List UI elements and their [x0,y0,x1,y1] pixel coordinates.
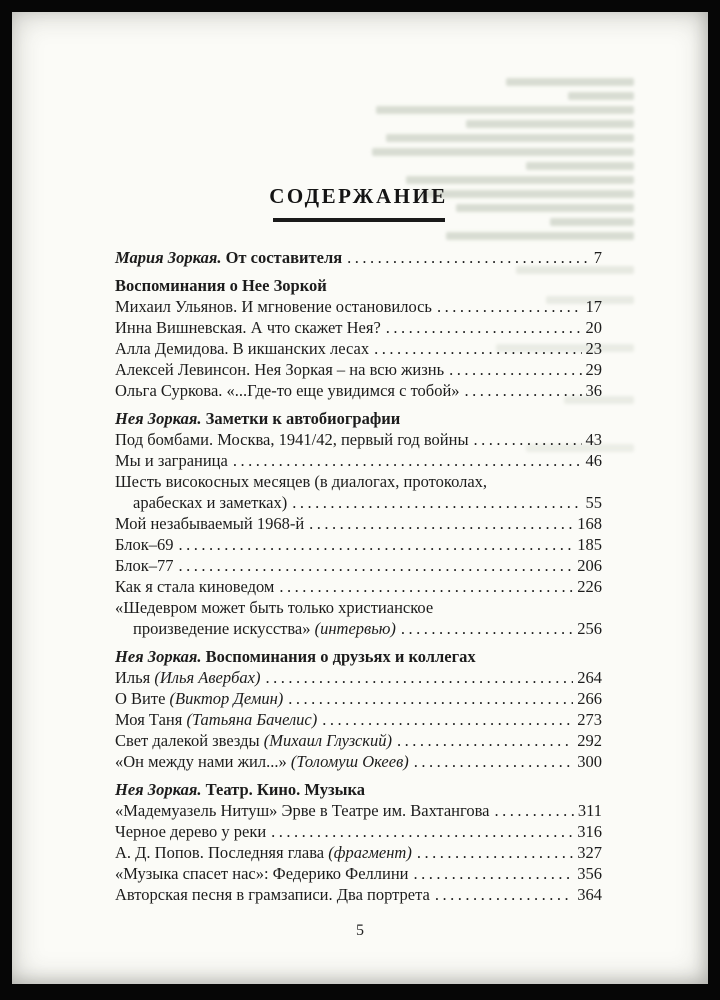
toc-entry-text: Ольга Суркова. «...Где-то еще увидимся с тобой» [115,381,460,400]
toc-entry-text: Алла Демидова. В икшанских лесах [115,339,370,358]
toc-entry [115,842,602,863]
toc-entry-text: Моя Таня (Татьяна Бачелис) [115,710,318,729]
toc-entry [115,296,602,317]
book-page [12,12,708,984]
toc-page-number: 168 [577,514,602,533]
dot-leader [347,247,590,268]
toc-page-number: 46 [585,451,602,470]
toc-entry-text: «Мадемуазель Нитуш» Эрве в Театре им. Вахтангова [115,801,490,820]
toc-page-number: 206 [577,556,602,575]
toc-entry-text: Авторская песня в грамзаписи. Два портрета [115,885,430,904]
toc-page-number: 256 [577,619,602,638]
dot-leader [288,688,573,709]
toc-entry [115,709,602,730]
dot-leader [309,513,573,534]
toc-page-number: 364 [577,885,602,904]
page-content [12,12,708,984]
toc-entry [115,800,602,821]
toc-entry-text: Блок–69 [115,535,174,554]
toc-page-number: 43 [585,430,602,449]
toc-section-heading [115,408,602,429]
toc-entry [115,821,602,842]
toc-entry-text: Под бомбами. Москва, 1941/42, первый год войны [115,430,469,449]
toc-entry-text: А. Д. Попов. Последняя глава (фрагмент) [115,843,412,862]
toc-page-number: 226 [577,577,602,596]
page-number: 5 [356,922,364,939]
toc-page-number: 327 [577,843,602,862]
toc-entry [115,492,602,513]
toc-page-number: 273 [577,710,602,729]
toc-entry-text: Шесть високосных месяцев (в диалогах, протоколах, [115,472,488,491]
dot-leader [292,492,581,513]
toc-entry-text: «Музыка спасет нас»: Федерико Феллини [115,864,409,883]
toc-entry [115,597,602,618]
dot-leader [401,618,573,639]
toc-entry [115,380,602,401]
toc-entry-text: Илья (Илья Авербах) [115,668,261,687]
toc-entry-text: «Шедевром может быть только христианское [115,598,434,617]
toc-entry [115,247,602,268]
dot-leader [179,534,574,555]
toc-page-number: 316 [577,822,602,841]
toc-entry-text: Михаил Ульянов. И мгновение остановилось [115,297,432,316]
toc-entry-text: произведение искусства» (интервью) [133,619,396,638]
toc-entry [115,471,602,492]
toc-page-number: 29 [585,360,602,379]
toc-entry-text: Нея Зоркая. Театр. Кино. Музыка [115,780,366,799]
toc-entry-text: Воспоминания о Нее Зоркой [115,276,327,295]
dot-leader [397,730,573,751]
toc-entry-text: Мария Зоркая. От составителя [115,248,343,267]
toc-page-number: 311 [577,801,602,820]
toc-entry [115,450,602,471]
toc-entry [115,513,602,534]
toc-page-number: 7 [593,248,602,267]
dot-leader [417,842,573,863]
toc-entry-text: Как я стала киноведом [115,577,275,596]
toc-section-heading [115,275,602,296]
toc-page-number: 36 [585,381,602,400]
toc-entry [115,667,602,688]
toc-page-number: 55 [585,493,602,512]
toc-page-number: 264 [577,668,602,687]
dot-leader [495,800,574,821]
dot-leader [386,317,582,338]
toc-page-number: 185 [577,535,602,554]
toc-entry [115,359,602,380]
toc-page-number: 23 [585,339,602,358]
dot-leader [449,359,581,380]
dot-leader [265,667,573,688]
dot-leader [233,450,582,471]
dot-leader [474,429,582,450]
toc-entry-text: Свет далекой звезды (Михаил Глузский) [115,731,392,750]
dot-leader [437,296,582,317]
toc-entry-text: Мой незабываемый 1968-й [115,514,305,533]
toc-entry-text: Нея Зоркая. Воспоминания о друзьях и коллегах [115,647,476,666]
toc-entry-text: Черное дерево у реки [115,822,267,841]
toc-page-number: 266 [577,689,602,708]
toc-entry-text: Алексей Левинсон. Нея Зоркая – на всю жизнь [115,360,445,379]
toc-entry [115,863,602,884]
toc-page-number: 356 [577,864,602,883]
dot-leader [414,751,574,772]
toc-entry [115,576,602,597]
dot-leader [435,884,573,905]
toc-entry-text: «Он между нами жил...» (Толомуш Океев) [115,752,409,771]
toc-entry-text: Мы и заграница [115,451,228,470]
toc-entry-text: Инна Вишневская. А что скажет Нея? [115,318,381,337]
toc-entry [115,555,602,576]
toc-entry [115,317,602,338]
dot-leader [271,821,573,842]
dot-leader [279,576,573,597]
toc-entry [115,688,602,709]
toc-page-number: 20 [585,318,602,337]
toc-page-number: 17 [585,297,602,316]
toc-entry-text: арабесках и заметках) [133,493,288,512]
contents-title: СОДЕРЖАНИЕ [269,184,448,208]
toc-entry [115,429,602,450]
toc-entry [115,338,602,359]
dot-leader [465,380,582,401]
toc-list [115,247,602,905]
dot-leader [414,863,574,884]
title-underline-rule [273,218,445,222]
toc-entry [115,730,602,751]
dot-leader [322,709,573,730]
dot-leader [374,338,581,359]
toc-entry-text: Нея Зоркая. Заметки к автобиографии [115,409,401,428]
toc-entry-text: Блок–77 [115,556,174,575]
toc-section-heading [115,779,602,800]
toc-page-number: 300 [577,752,602,771]
toc-entry [115,884,602,905]
toc-entry [115,618,602,639]
toc-entry [115,534,602,555]
toc-entry [115,751,602,772]
toc-section-heading [115,646,602,667]
toc-page-number: 292 [577,731,602,750]
dot-leader [179,555,574,576]
toc-entry-text: О Вите (Виктор Демин) [115,689,284,708]
